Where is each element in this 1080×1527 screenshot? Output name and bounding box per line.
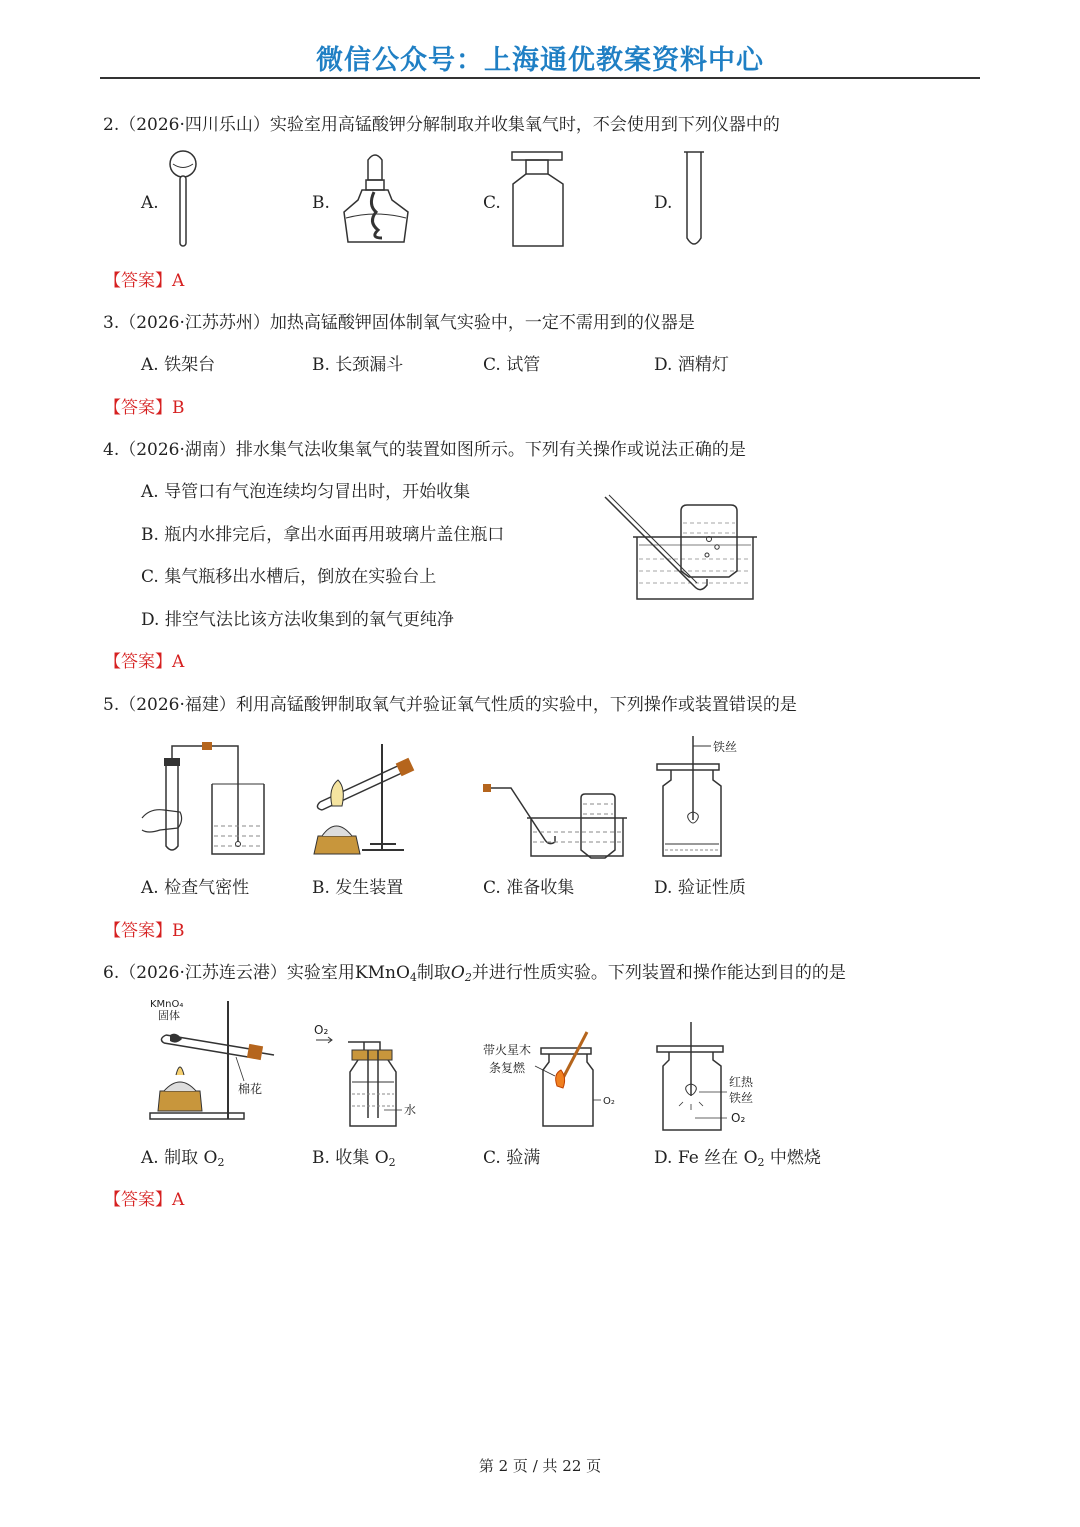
iron-combustion-figure — [655, 1020, 775, 1132]
q2-answer: 【答案】A — [104, 271, 185, 291]
o2-c-label: O₂ — [603, 1096, 615, 1107]
round-bottom-flask-figure — [165, 148, 205, 250]
airtightness-check-figure — [140, 738, 270, 856]
q6-option-b — [312, 1147, 396, 1174]
q3-option-c: C. 试管 — [483, 355, 541, 375]
question-2-stem: 2.（2026·四川乐山）实验室用高锰酸钾分解制取并收集氧气时，不会使用到下列仪器中的 — [103, 115, 780, 135]
q5-option-d: D. 验证性质 — [654, 878, 746, 898]
q3-option-b: B. 长颈漏斗 — [312, 355, 404, 375]
q4-option-b: B. 瓶内水排完后，拿出水面再用玻璃片盖住瓶口 — [141, 525, 505, 545]
question-5-stem: 5.（2026·福建）利用高锰酸钾制取氧气并验证氧气性质的实验中，下列操作或装置错误的是 — [103, 695, 797, 715]
q2-option-d: D. — [654, 193, 673, 213]
splint-label-line2: 条复燃 — [489, 1061, 526, 1075]
q6-option-c — [483, 1147, 540, 1169]
iron-wire-label: 铁丝 — [713, 740, 738, 754]
q6-stem-sub2: 2 — [464, 971, 472, 984]
q6-option-a-sub: 2 — [217, 1156, 225, 1169]
q6-option-a — [141, 1147, 224, 1174]
q5-answer: 【答案】B — [104, 921, 185, 941]
q6-option-c-text: C. 验满 — [483, 1148, 541, 1168]
q4-option-d: D. 排空气法比该方法收集到的氧气更纯净 — [141, 610, 454, 630]
q3-answer: 【答案】B — [104, 398, 185, 418]
q3-option-d: D. 酒精灯 — [654, 355, 729, 375]
gas-washing-bottle-figure — [312, 1022, 422, 1130]
fill-check-figure — [483, 1030, 623, 1130]
hot-iron-label-line2: 铁丝 — [729, 1091, 754, 1105]
o2-inlet-label: O₂ — [314, 1023, 329, 1037]
question-6-stem — [103, 962, 846, 989]
q6-option-b-text: B. 收集 O — [312, 1148, 389, 1168]
hot-iron-label-line1: 红热 — [729, 1075, 754, 1089]
header-divider — [100, 77, 980, 79]
q3-option-a: A. 铁架台 — [141, 355, 216, 375]
water-label: 水 — [404, 1103, 417, 1117]
reagent-bottle-figure — [508, 150, 568, 250]
cotton-label: 棉花 — [238, 1082, 263, 1096]
q5-option-a: A. 检查气密性 — [141, 878, 250, 898]
generating-apparatus-figure — [312, 740, 422, 858]
kmno4-heating-figure — [140, 995, 280, 1127]
q6-stem-o: O — [450, 963, 465, 983]
q4-option-c: C. 集气瓶移出水槽后，倒放在实验台上 — [141, 567, 437, 587]
q6-stem-mid: 制取 — [416, 963, 451, 983]
q4-option-a: A. 导管口有气泡连续均匀冒出时，开始收集 — [141, 482, 471, 502]
q2-option-a: A. — [141, 193, 159, 213]
question-3-stem: 3.（2026·江苏苏州）加热高锰酸钾固体制氧气实验中，一定不需用到的仪器是 — [103, 313, 695, 333]
q6-option-b-sub: 2 — [388, 1156, 396, 1169]
prepare-collection-figure — [483, 780, 633, 860]
q5-option-c: C. 准备收集 — [483, 878, 575, 898]
water-displacement-apparatus-figure — [603, 493, 763, 605]
q6-option-a-text: A. 制取 O — [141, 1148, 218, 1168]
alcohol-lamp-figure — [338, 150, 418, 252]
q6-answer: 【答案】A — [104, 1190, 185, 1210]
q6-stem-prefix: 6.（2026·江苏连云港）实验室用KMnO — [103, 963, 410, 983]
q6-option-d — [654, 1147, 821, 1174]
q5-option-b: B. 发生装置 — [312, 878, 404, 898]
test-tube-figure — [682, 150, 706, 250]
question-4-stem: 4.（2026·湖南）排水集气法收集氧气的装置如图所示。下列有关操作或说法正确的是 — [103, 440, 746, 460]
page-number-footer: 第 2 页 / 共 22 页 — [478, 1457, 602, 1475]
verify-property-figure — [655, 734, 765, 858]
q2-option-b: B. — [312, 193, 330, 213]
splint-label-line1: 带火星木 — [483, 1043, 532, 1057]
q6-option-d-text: D. Fe 丝在 O — [654, 1148, 758, 1168]
q6-stem-sub1: 4 — [409, 971, 417, 984]
q6-option-d-sub: 2 — [757, 1156, 765, 1169]
o2-d-label: O₂ — [731, 1111, 746, 1125]
q2-option-c: C. — [483, 193, 501, 213]
page-header-title: 微信公众号：上海通优教案资料中心 — [316, 45, 764, 76]
kmno4-label: KMnO₄ — [150, 999, 184, 1010]
q6-option-d-tail: 中燃烧 — [764, 1148, 821, 1168]
solid-label: 固体 — [158, 1009, 180, 1022]
q6-stem-suffix: 并进行性质实验。下列装置和操作能达到目的的是 — [471, 963, 846, 983]
q4-answer: 【答案】A — [104, 652, 185, 672]
